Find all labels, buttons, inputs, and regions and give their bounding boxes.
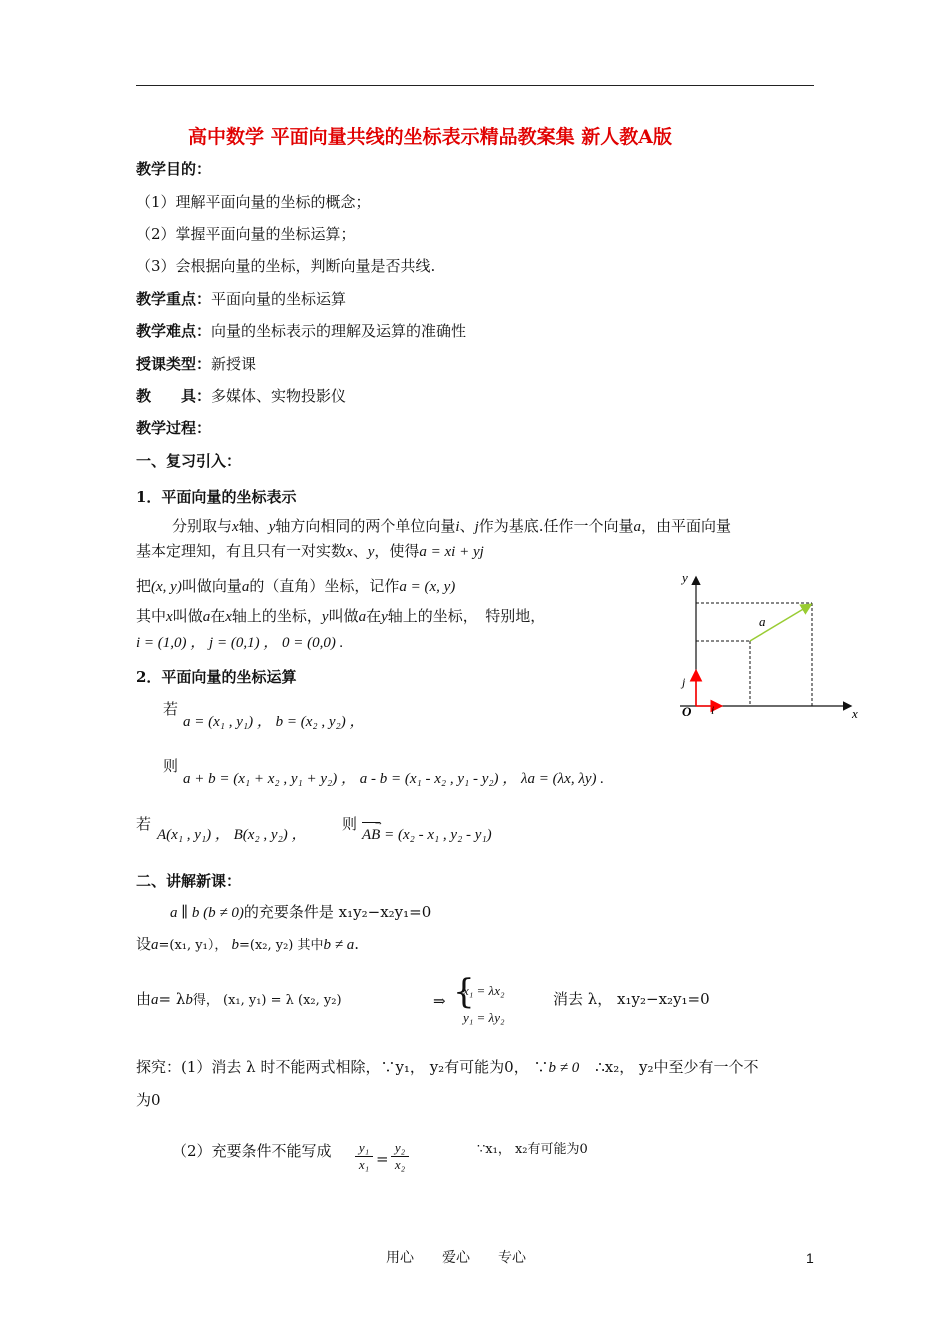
review-heading: 一、复习引入： [136, 452, 242, 470]
difficulty-label: 教学难点： [136, 322, 212, 340]
explore-line: ∵x₁， x₂有可能为0 [477, 1142, 588, 1157]
equation: a + b = (x₁ + x₂ , y₁ + y₂) ， a - b = (x₁ - x₂ , y₁ - y₂) ， λa = (λx, λy) . [183, 771, 604, 787]
equation: A(x₁ , y₁) ， B(x₂ , y₂) ， [157, 827, 307, 843]
system-eq: y₁ = λy₂ [463, 1010, 505, 1025]
newlesson-heading: 二、讲解新课： [136, 872, 242, 890]
tools-label: 教 具： [136, 387, 212, 405]
explore-line: （2）充要条件不能写成 [172, 1142, 332, 1160]
objective-item: （2）掌握平面向量的坐标运算； [136, 225, 356, 243]
tools-text: 多媒体、实物投影仪 [211, 387, 347, 405]
lesson-type-line [136, 355, 256, 373]
statement-line: a ∥ b (b ≠ 0)的充要条件是 x₁y₂−x₂y₁=0 [170, 903, 432, 921]
statement-line: 设a=(x₁, y₁）， b=(x₂, y₂) 其中b ≠ a. [136, 935, 360, 953]
subsection-heading: 2．平面向量的坐标运算 [136, 668, 297, 686]
explore-line: 为0 [136, 1091, 161, 1109]
page-number: 1 [806, 1250, 814, 1266]
explore-line: 探究：(1）消去 λ 时不能两式相除，∵y₁， y₂有可能为0， ∵b ≠ 0 ∴x₂， y₂中至少有一个不 [136, 1058, 759, 1076]
paragraph-line: 基本定理知，有且只有一对实数x、y，使得a = xi + yj [136, 542, 484, 560]
lesson-type-label: 授课类型： [136, 355, 212, 373]
footer-motto: 用心 爱心 专心 [386, 1250, 526, 1266]
ab-rest: = (x₂ - x₁ , y₂ - y₁) [380, 827, 492, 843]
paragraph-line: 其中x叫做a在x轴上的坐标，y叫做a在y轴上的坐标， 特别地， [136, 607, 546, 625]
label-i: i [711, 703, 715, 717]
difficulty-text: 向量的坐标表示的理解及运算的准确性 [211, 322, 467, 340]
objective-item: （1）理解平面向量的坐标的概念； [136, 193, 371, 211]
formula-line: 若 [163, 700, 179, 718]
key-point-label: 教学重点： [136, 290, 212, 308]
ab-vector: → AB [362, 817, 384, 843]
paragraph-line: 分别取与x轴、y轴方向相同的两个单位向量i、j作为基底.任作一个向量a，由平面向量 [172, 517, 732, 535]
equals-sign: = [376, 1150, 389, 1168]
tools-line [136, 387, 346, 405]
system-eq: x₁ = λx₂ [463, 983, 505, 998]
label-y: y [682, 570, 688, 585]
label-origin: O [682, 704, 692, 719]
fraction: $\frac{\text{y₁}}{\text{x₁}}$ [355, 1140, 373, 1173]
difficulty-line [136, 322, 466, 340]
equation: a = xi + yj [419, 544, 484, 560]
formula-line: 则 [342, 815, 358, 833]
label-j: j [682, 675, 686, 689]
equation: i = (1,0) ， j = (0,1) ， 0 = (0,0) . [136, 635, 344, 651]
key-point-line [136, 290, 346, 308]
label-x: x [852, 706, 858, 721]
key-point-text: 平面向量的坐标运算 [211, 290, 347, 308]
paragraph-line: 把(x, y)叫做向量a的（直角）坐标，记作a = (x, y) [136, 577, 456, 595]
statement-line: 由a= λb得， (x₁, y₁) = λ (x₂, y₂) [136, 990, 342, 1008]
brace: { [453, 972, 475, 1012]
coordinate-figure [670, 568, 870, 728]
formula-line: 则 [163, 757, 179, 775]
header-rule [136, 85, 814, 86]
subsection-heading: 1．平面向量的坐标表示 [136, 488, 297, 506]
equation: a = (x, y) [399, 579, 456, 595]
implies-symbol: ⇒ [433, 992, 446, 1010]
process-heading: 教学过程： [136, 419, 212, 437]
label-a: a [759, 614, 766, 629]
equation: a = (x₁ , y₁) ， b = (x₂ , y₂) ， [183, 714, 365, 730]
objectives-heading: 教学目的： [136, 160, 212, 178]
fraction: $\frac{\text{y₂}}{\text{x₂}}$ [391, 1140, 409, 1173]
formula-line: 若 [136, 815, 152, 833]
equation [362, 817, 492, 844]
page-title: 高中数学 平面向量共线的坐标表示精品教案集 新人教A版 [188, 126, 672, 148]
objective-item: （3）会根据向量的坐标，判断向量是否共线. [136, 257, 436, 275]
statement-line: 消去 λ， x₁y₂−x₂y₁=0 [553, 990, 710, 1008]
lesson-type-text: 新授课 [211, 355, 257, 373]
